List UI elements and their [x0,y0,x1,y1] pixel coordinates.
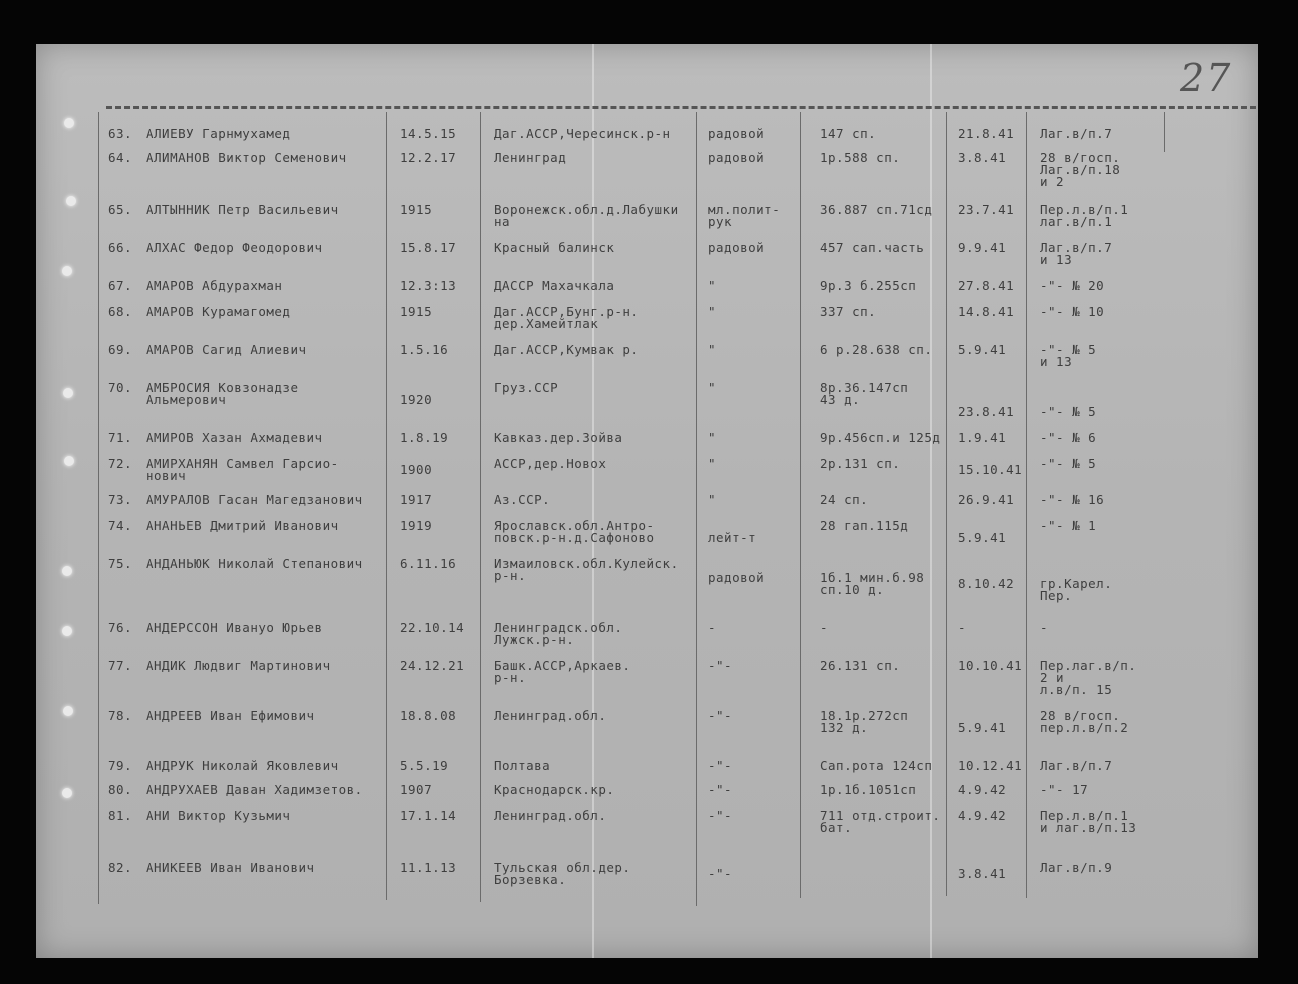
row-born: 1917 [400,492,433,507]
row-name: АНДИК Людвиг Мартинович [146,658,331,673]
row-num: 70. [108,380,133,395]
row-note: 28 в/госп. Лаг.в/п.18 и 2 [1040,150,1121,189]
row-place: Красный балинск [494,240,615,255]
row-note: -"- № 6 [1040,430,1097,445]
row-note: -"- № 5 [1040,404,1097,419]
row-name: АНИКЕЕВ Иван Иванович [146,860,315,875]
row-num: 66. [108,240,133,255]
row-num: 78. [108,708,133,723]
row-unit: 28 гап.115д [820,518,909,533]
row-born: 5.5.19 [400,758,449,773]
row-name: АНДРЕЕВ Иван Ефимович [146,708,315,723]
column-rule [946,112,947,896]
row-date: 15.10.41 [958,462,1023,477]
row-born: 22.10.14 [400,620,465,635]
row-place: Аз.ССР. [494,492,551,507]
row-num: 82. [108,860,133,875]
column-rule [480,112,481,902]
row-unit: 9р.3 б.255сп [820,278,917,293]
column-rule [1026,112,1027,898]
row-place: Тульская обл.дер. Борзевка. [494,860,631,887]
row-name: АЛТЫННИК Петр Васильевич [146,202,339,217]
row-note: -"- № 20 [1040,278,1105,293]
row-date: 21.8.41 [958,126,1015,141]
row-rank: - [708,620,717,635]
row-rank: -"- [708,708,733,723]
row-num: 64. [108,150,133,165]
row-note: Пер.л.в/п.1 и лаг.в/п.13 [1040,808,1137,835]
row-place: Ленинград.обл. [494,708,607,723]
row-unit: 26.131 сп. [820,658,901,673]
column-rule [800,112,801,898]
row-place: Полтава [494,758,551,773]
row-name: АМУРАЛОВ Гасан Магедзанович [146,492,363,507]
punch-hole [62,266,72,276]
row-note: Лаг.в/п.7 [1040,758,1113,773]
row-rank: -"- [708,808,733,823]
row-rank: -"- [708,782,733,797]
column-rule [1164,112,1165,152]
row-date: 5.9.41 [958,342,1007,357]
punch-hole [62,626,72,636]
row-rank: " [708,304,717,319]
row-born: 14.5.15 [400,126,457,141]
punch-hole [64,456,74,466]
punch-hole [62,788,72,798]
row-place: Воронежск.обл.д.Лабушки на [494,202,679,229]
row-date: 3.8.41 [958,866,1007,881]
row-place: Даг.АССР,Чересинск.р-н [494,126,671,141]
row-date: 14.8.41 [958,304,1015,319]
row-rank: " [708,380,717,395]
row-unit: 2р.131 сп. [820,456,901,471]
row-rank: " [708,430,717,445]
row-date: 4.9.42 [958,808,1007,823]
row-note: Лаг.в/п.7 и 13 [1040,240,1113,267]
row-rank: -"- [708,758,733,773]
row-unit: 711 отд.строит. бат. [820,808,941,835]
punch-hole [66,196,76,206]
row-name: АМИРОВ Хазан Ахмадевич [146,430,323,445]
row-place: Измаиловск.обл.Кулейск. р-н. [494,556,679,583]
row-born: 15.8.17 [400,240,457,255]
row-place: Башк.АССР,Аркаев. р-н. [494,658,631,685]
row-unit: 1р.1б.1051сп [820,782,917,797]
row-name: АЛХАС Федор Феодорович [146,240,323,255]
row-num: 73. [108,492,133,507]
row-born: 12.2.17 [400,150,457,165]
row-date: 10.10.41 [958,658,1023,673]
row-date: 26.9.41 [958,492,1015,507]
row-num: 79. [108,758,133,773]
row-num: 74. [108,518,133,533]
row-num: 69. [108,342,133,357]
row-rank: лейт-т [708,530,757,545]
row-date: 10.12.41 [958,758,1023,773]
row-date: 23.7.41 [958,202,1015,217]
punch-hole [63,388,73,398]
row-name: АНДРУК Николай Яковлевич [146,758,339,773]
row-note: - [1040,620,1049,635]
row-rank: радовой [708,150,765,165]
row-rank: радовой [708,240,765,255]
row-name: АНДРУХАЕВ Даван Хадимзетов. [146,782,363,797]
row-num: 76. [108,620,133,635]
row-place: Даг.АССР,Бунг.р-н. дер.Хамейтлак [494,304,639,331]
row-note: -"- № 1 [1040,518,1097,533]
row-note: 28 в/госп. пер.л.в/п.2 [1040,708,1129,735]
page-number: 27 [1180,56,1233,100]
row-unit: 6 р.28.638 сп. [820,342,933,357]
column-rule [386,112,387,900]
row-unit: 1б.1 мин.б.98 сп.10 д. [820,570,925,597]
row-note: -"- № 5 и 13 [1040,342,1097,369]
row-unit: 18.1р.272сп 132 д. [820,708,909,735]
row-note: Пер.л.в/п.1 лаг.в/п.1 [1040,202,1129,229]
row-name: АНДЕРССОН Ивануо Юрьев [146,620,323,635]
row-date: 5.9.41 [958,530,1007,545]
row-note: Пер.лаг.в/п. 2 и л.в/п. 15 [1040,658,1137,697]
row-born: 1.5.16 [400,342,449,357]
row-name: АНИ Виктор Кузьмич [146,808,291,823]
row-num: 80. [108,782,133,797]
row-rank: -"- [708,658,733,673]
row-num: 63. [108,126,133,141]
column-rule [696,112,697,906]
row-born: 6.11.16 [400,556,457,571]
row-num: 72. [108,456,133,471]
row-note: гр.Карел. Пер. [1040,576,1113,603]
punch-hole [63,706,73,716]
row-place: Ярославск.обл.Антро- повск.р-н.д.Сафоново [494,518,655,545]
row-born: 1907 [400,782,433,797]
row-rank: мл.полит- рук [708,202,781,229]
row-name: АМИРХАНЯН Самвел Гарсио- нович [146,456,339,483]
row-date: 1.9.41 [958,430,1007,445]
row-born: 1915 [400,202,433,217]
row-rank: " [708,278,717,293]
row-born: 11.1.13 [400,860,457,875]
row-note: -"- № 16 [1040,492,1105,507]
row-num: 65. [108,202,133,217]
row-note: Лаг.в/п.7 [1040,126,1113,141]
row-born: 24.12.21 [400,658,465,673]
row-note: -"- № 5 [1040,456,1097,471]
row-name: АНДАНЬЮК Николай Степанович [146,556,363,571]
row-name: АЛИМАНОВ Виктор Семенович [146,150,347,165]
row-unit: 8р.36.147сп 43 д. [820,380,909,407]
row-note: -"- № 10 [1040,304,1105,319]
row-place: Краснодарск.кр. [494,782,615,797]
row-num: 77. [108,658,133,673]
row-name: АМБРОСИЯ Ковзонадзе Альмерович [146,380,299,407]
row-date: 23.8.41 [958,404,1015,419]
row-unit: 36.887 сп.71сд [820,202,933,217]
row-name: АЛИЕВУ Гарнмухамед [146,126,291,141]
row-date: 9.9.41 [958,240,1007,255]
row-born: 1.8.19 [400,430,449,445]
row-rank: " [708,342,717,357]
row-name: АМАРОВ Курамагомед [146,304,291,319]
row-note: Лаг.в/п.9 [1040,860,1113,875]
row-unit: 337 сп. [820,304,877,319]
row-name: АМАРОВ Сагид Алиевич [146,342,307,357]
row-date: 3.8.41 [958,150,1007,165]
row-name: АМАРОВ Абдурахман [146,278,283,293]
row-unit: 1р.588 сп. [820,150,901,165]
row-place: ДАССР Махачкала [494,278,615,293]
row-rank: радовой [708,126,765,141]
row-place: Груз.ССР [494,380,559,395]
row-unit: - [820,620,829,635]
row-place: Даг.АССР,Кумвак р. [494,342,639,357]
row-place: Ленинград.обл. [494,808,607,823]
row-born: 12.3:13 [400,278,457,293]
punch-hole [64,118,74,128]
row-num: 67. [108,278,133,293]
row-num: 75. [108,556,133,571]
row-unit: Сап.рота 124сп [820,758,933,773]
row-place: Ленинградск.обл. Лужск.р-н. [494,620,623,647]
row-place: Кавказ.дер.Зойва [494,430,623,445]
row-born: 18.8.08 [400,708,457,723]
row-place: АССР,дер.Новох [494,456,607,471]
row-unit: 147 сп. [820,126,877,141]
row-place: Ленинград [494,150,567,165]
column-rule [98,112,99,904]
row-born: 1920 [400,392,433,407]
row-name: АНАНЬЕВ Дмитрий Иванович [146,518,339,533]
row-date: 5.9.41 [958,720,1007,735]
row-note: -"- 17 [1040,782,1089,797]
row-born: 1915 [400,304,433,319]
row-date: - [958,620,967,635]
row-rank: радовой [708,570,765,585]
punch-hole [62,566,72,576]
row-date: 4.9.42 [958,782,1007,797]
row-rank: " [708,456,717,471]
row-born: 17.1.14 [400,808,457,823]
row-born: 1900 [400,462,433,477]
row-num: 68. [108,304,133,319]
row-unit: 457 сап.часть [820,240,925,255]
row-rank: -"- [708,866,733,881]
row-num: 71. [108,430,133,445]
row-born: 1919 [400,518,433,533]
row-unit: 9р.456сп.и 125д [820,430,941,445]
row-date: 8.10.42 [958,576,1015,591]
row-num: 81. [108,808,133,823]
header-dashed-rule [106,106,1256,109]
row-rank: " [708,492,717,507]
row-unit: 24 сп. [820,492,869,507]
row-date: 27.8.41 [958,278,1015,293]
